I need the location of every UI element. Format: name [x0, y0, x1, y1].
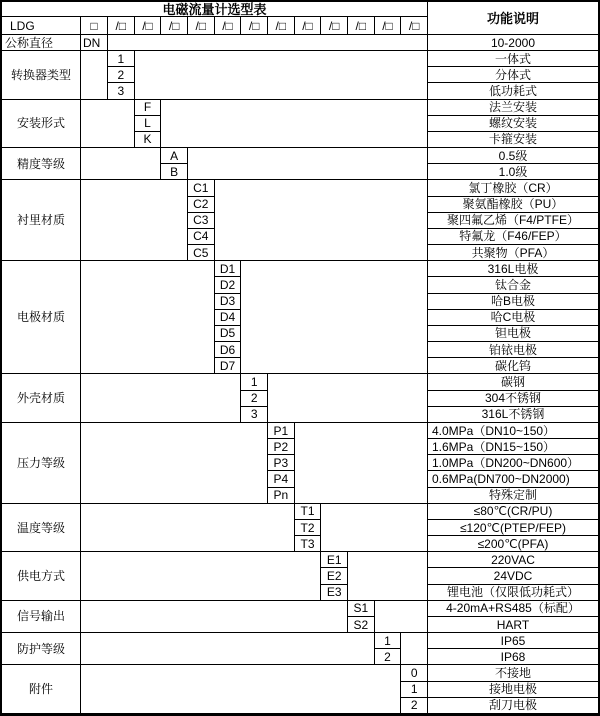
section-label: 外壳材质: [2, 374, 81, 423]
option-desc: 0.6MPa(DN700~DN2000): [428, 471, 598, 487]
option-desc: 铂铱电极: [428, 342, 598, 358]
option-desc: 哈B电极: [428, 294, 598, 310]
table-title: 电磁流量计选型表: [2, 2, 428, 17]
option-desc: 1.6MPa（DN15~150）: [428, 439, 598, 455]
code-slot: /□: [268, 17, 295, 35]
option-desc: 分体式: [428, 67, 598, 83]
code-slot: /□: [215, 17, 242, 35]
code-slot: /□: [295, 17, 322, 35]
section-label: 供电方式: [2, 552, 81, 601]
section-label: 防护等级: [2, 633, 81, 665]
option-code: D1: [215, 261, 242, 277]
option-desc: 钽电极: [428, 326, 598, 342]
option-code: P2: [268, 439, 295, 455]
code-slot: /□: [375, 17, 402, 35]
spacer: [295, 423, 428, 504]
option-code: L: [135, 116, 162, 132]
option-desc: 哈C电极: [428, 310, 598, 326]
option-desc: 4.0MPa（DN10~150）: [428, 423, 598, 439]
spacer: [348, 552, 428, 601]
option-desc: 24VDC: [428, 568, 598, 584]
spacer: [135, 51, 428, 100]
option-desc: 0.5级: [428, 148, 598, 164]
spacer: [241, 261, 428, 374]
spacer: [81, 423, 268, 504]
option-code: D6: [215, 342, 242, 358]
option-desc: ≤120℃(PTEP/FEP): [428, 520, 598, 536]
option-code: 1: [108, 51, 135, 67]
option-code: P4: [268, 471, 295, 487]
option-code: B: [161, 164, 188, 180]
option-desc: 碳化钨: [428, 358, 598, 374]
option-desc: 聚氨酯橡胶（PU）: [428, 197, 598, 213]
option-code: 1: [241, 374, 268, 390]
section-label: 信号输出: [2, 601, 81, 633]
option-code: S2: [348, 617, 375, 633]
spacer: [188, 148, 428, 180]
option-desc: 1.0级: [428, 164, 598, 180]
code-slot: /□: [135, 17, 162, 35]
option-desc: 氯丁橡胶（CR）: [428, 180, 598, 196]
spacer: [108, 35, 428, 51]
code-slot: /□: [188, 17, 215, 35]
option-code: Pn: [268, 488, 295, 504]
section-label: 压力等级: [2, 423, 81, 504]
spacer: [81, 51, 108, 100]
option-desc: IP68: [428, 649, 598, 665]
code-slot: /□: [108, 17, 135, 35]
section-label: 精度等级: [2, 148, 81, 180]
option-desc: 锂电池（仅限低功耗式）: [428, 585, 598, 601]
option-code: S1: [348, 601, 375, 617]
spacer: [401, 633, 428, 665]
spacer: [81, 100, 135, 149]
option-desc: 特殊定制: [428, 488, 598, 504]
function-desc-header: 功能说明: [428, 2, 598, 35]
option-code: E3: [321, 585, 348, 601]
option-code: C3: [188, 213, 215, 229]
spacer: [215, 180, 428, 261]
option-code: D7: [215, 358, 242, 374]
option-code: P1: [268, 423, 295, 439]
code-slot: /□: [241, 17, 268, 35]
option-code: 3: [241, 407, 268, 423]
diameter-label: 公称直径: [2, 35, 81, 51]
option-code: C5: [188, 245, 215, 261]
section-label: 转换器类型: [2, 51, 81, 100]
option-desc: 不接地: [428, 665, 598, 681]
option-code: D3: [215, 294, 242, 310]
option-code: 2: [241, 391, 268, 407]
option-desc: 卡箍安装: [428, 132, 598, 148]
option-desc: 聚四氟乙烯（F4/PTFE）: [428, 213, 598, 229]
option-code: D5: [215, 326, 242, 342]
option-code: A: [161, 148, 188, 164]
section-label: 电极材质: [2, 261, 81, 374]
spacer: [268, 374, 428, 423]
spacer: [161, 100, 428, 149]
code-slot: /□: [161, 17, 188, 35]
option-code: P3: [268, 455, 295, 471]
option-desc: ≤80℃(CR/PU): [428, 504, 598, 520]
spacer: [81, 504, 295, 553]
option-desc: 304不锈钢: [428, 391, 598, 407]
option-code: 2: [108, 67, 135, 83]
code-slot: /□: [321, 17, 348, 35]
option-desc: IP65: [428, 633, 598, 649]
spacer: [81, 601, 348, 633]
model-prefix: LDG: [2, 17, 81, 35]
spacer: [81, 665, 401, 714]
option-code: E1: [321, 552, 348, 568]
option-desc: 碳钢: [428, 374, 598, 390]
option-code: 1: [401, 682, 428, 698]
code-slot: /□: [401, 17, 428, 35]
diameter-desc: 10-2000: [428, 35, 598, 51]
option-code: T3: [295, 536, 322, 552]
option-code: C2: [188, 197, 215, 213]
section-label: 衬里材质: [2, 180, 81, 261]
option-desc: 一体式: [428, 51, 598, 67]
option-code: C1: [188, 180, 215, 196]
option-code: C4: [188, 229, 215, 245]
spacer: [81, 261, 215, 374]
option-code: E2: [321, 568, 348, 584]
option-desc: 1.0MPa（DN200~DN600）: [428, 455, 598, 471]
spacer: [81, 180, 188, 261]
option-code: 2: [375, 649, 402, 665]
spacer: [375, 601, 428, 633]
option-desc: 刮刀电极: [428, 698, 598, 714]
section-label: 附件: [2, 665, 81, 714]
option-desc: 4-20mA+RS485（标配）: [428, 601, 598, 617]
option-desc: 220VAC: [428, 552, 598, 568]
spacer: [81, 148, 161, 180]
spacer: [81, 552, 321, 601]
option-desc: ≤200℃(PFA): [428, 536, 598, 552]
option-code: D2: [215, 277, 242, 293]
option-code: 3: [108, 83, 135, 99]
diameter-code: DN: [81, 35, 108, 51]
option-desc: 316L电极: [428, 261, 598, 277]
spacer: [81, 374, 241, 423]
option-code: D4: [215, 310, 242, 326]
option-desc: 接地电极: [428, 682, 598, 698]
option-code: F: [135, 100, 162, 116]
option-code: 2: [401, 698, 428, 714]
option-desc: 螺纹安装: [428, 116, 598, 132]
option-code: 0: [401, 665, 428, 681]
option-desc: 法兰安装: [428, 100, 598, 116]
spacer: [321, 504, 428, 553]
option-desc: HART: [428, 617, 598, 633]
option-code: T1: [295, 504, 322, 520]
option-code: K: [135, 132, 162, 148]
option-desc: 316L不锈钢: [428, 407, 598, 423]
option-desc: 钛合金: [428, 277, 598, 293]
spacer: [81, 633, 375, 665]
option-code: T2: [295, 520, 322, 536]
option-desc: 共聚物（PFA）: [428, 245, 598, 261]
section-label: 温度等级: [2, 504, 81, 553]
code-slot: /□: [348, 17, 375, 35]
code-box: □: [81, 17, 108, 35]
option-code: 1: [375, 633, 402, 649]
option-desc: 特氟龙（F46/FEP）: [428, 229, 598, 245]
option-desc: 低功耗式: [428, 83, 598, 99]
section-label: 安装形式: [2, 100, 81, 149]
